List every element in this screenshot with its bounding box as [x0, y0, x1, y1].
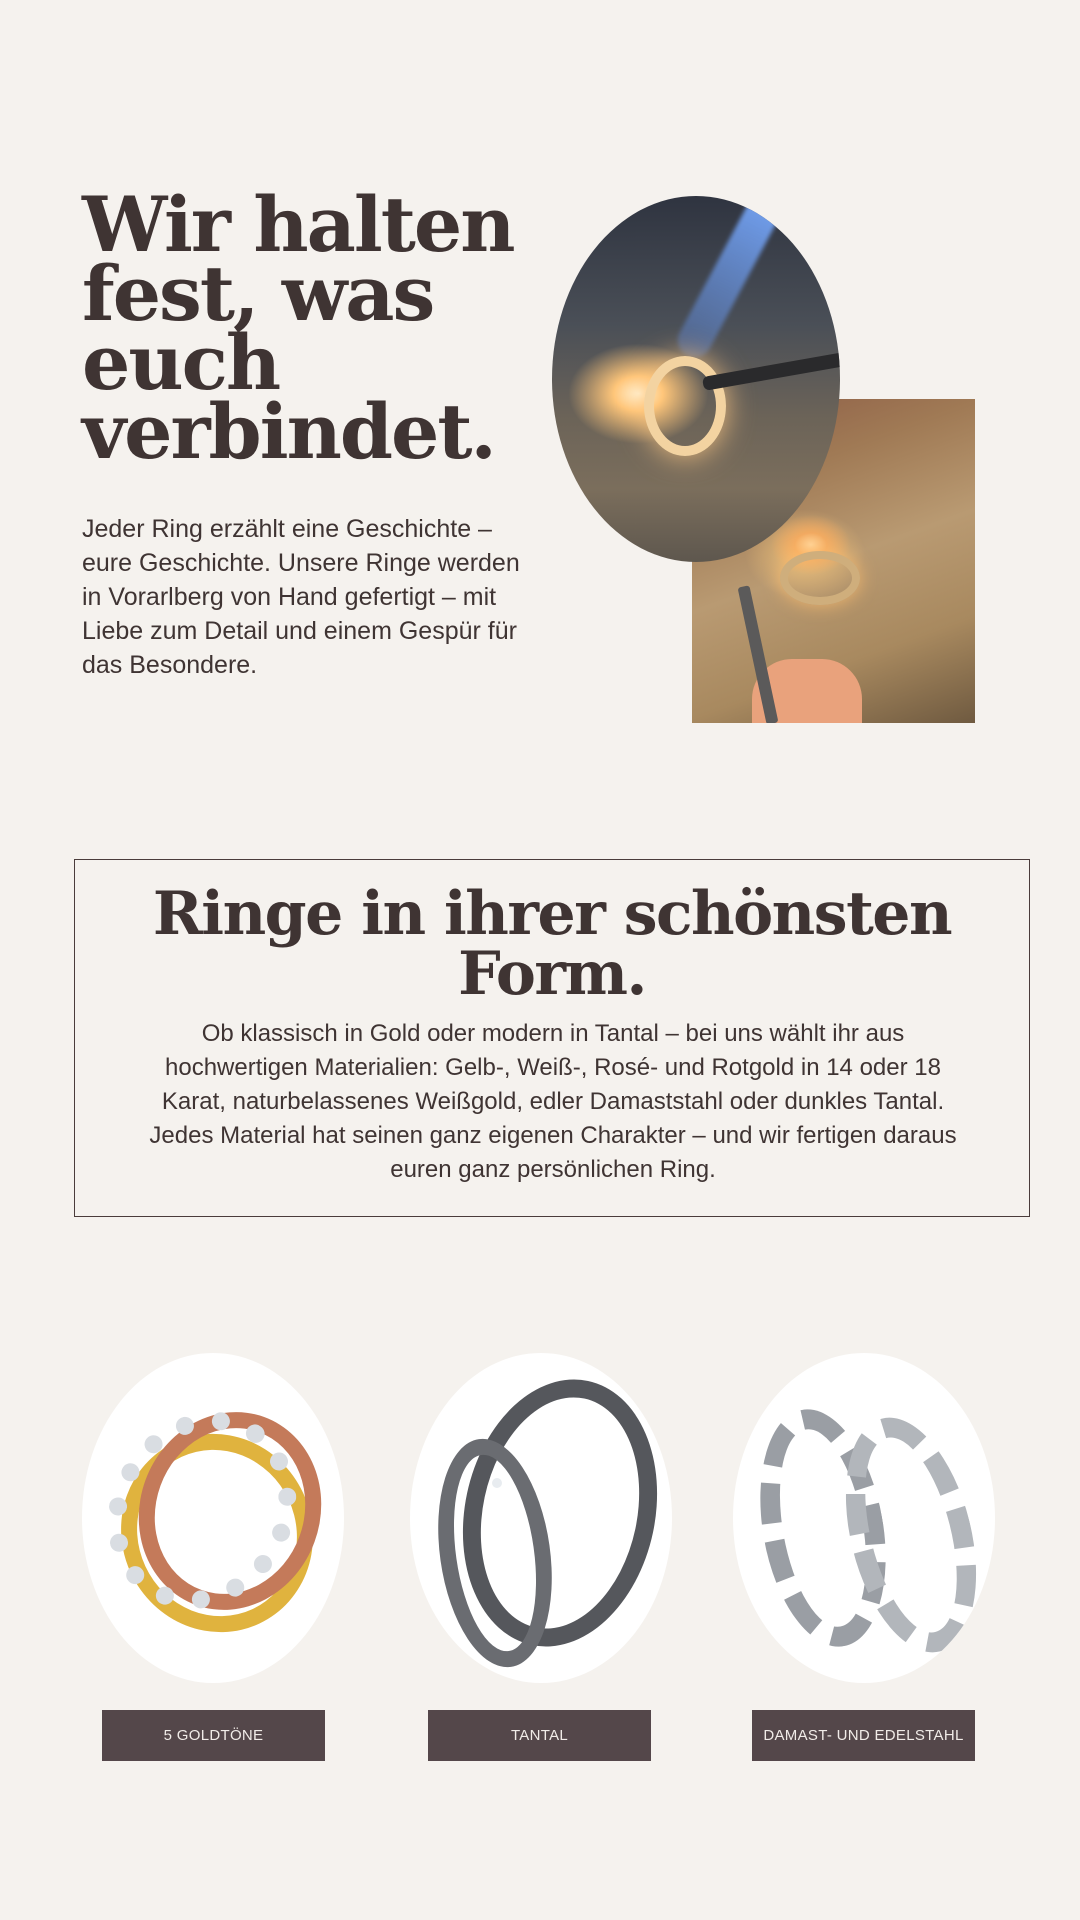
- hero-title: Wir halten fest, was euch verbindet.: [82, 180, 514, 476]
- gold-rings-image[interactable]: [82, 1353, 344, 1683]
- hero-text: Jeder Ring erzählt eine Geschichte – eure Geschichte. Unsere Ringe werden in Vorarlberg von Hand gefertigt – mit Liebe zum Detail und einem Gespür für das Besondere.: [82, 515, 520, 679]
- pliers-shape: [702, 351, 840, 391]
- torch-flame-shape: [672, 196, 787, 363]
- glowing-ring-shape: [780, 551, 860, 605]
- damast-rings-image[interactable]: [733, 1353, 995, 1683]
- materials-text: Ob klassisch in Gold oder modern in Tantal – bei uns wählt ihr aus hochwertigen Materialien: Gelb-, Weiß-, Rosé- und Rotgold in 14 oder 18 Karat, naturbelassenes Weißgold, edler Damaststahl oder dunkles Tantal. Jedes Material hat seinen ganz eigenen Charakter – und wir fertigen daraus euren ganz persönlichen Ring.: [149, 1020, 957, 1183]
- heated-ring-shape: [644, 356, 726, 456]
- tantal-button[interactable]: TANTAL: [428, 1710, 651, 1761]
- tantal-rings-image[interactable]: [410, 1353, 672, 1683]
- damast-edelstahl-button[interactable]: DAMAST- UND EDELSTAHL: [752, 1710, 975, 1761]
- gold-tones-button[interactable]: 5 GOLDTÖNE: [102, 1710, 325, 1761]
- materials-section: [74, 859, 1030, 1217]
- materials-title: Ringe in ihrer schönsten Form.: [152, 879, 952, 1009]
- torch-flame-photo: [552, 196, 840, 562]
